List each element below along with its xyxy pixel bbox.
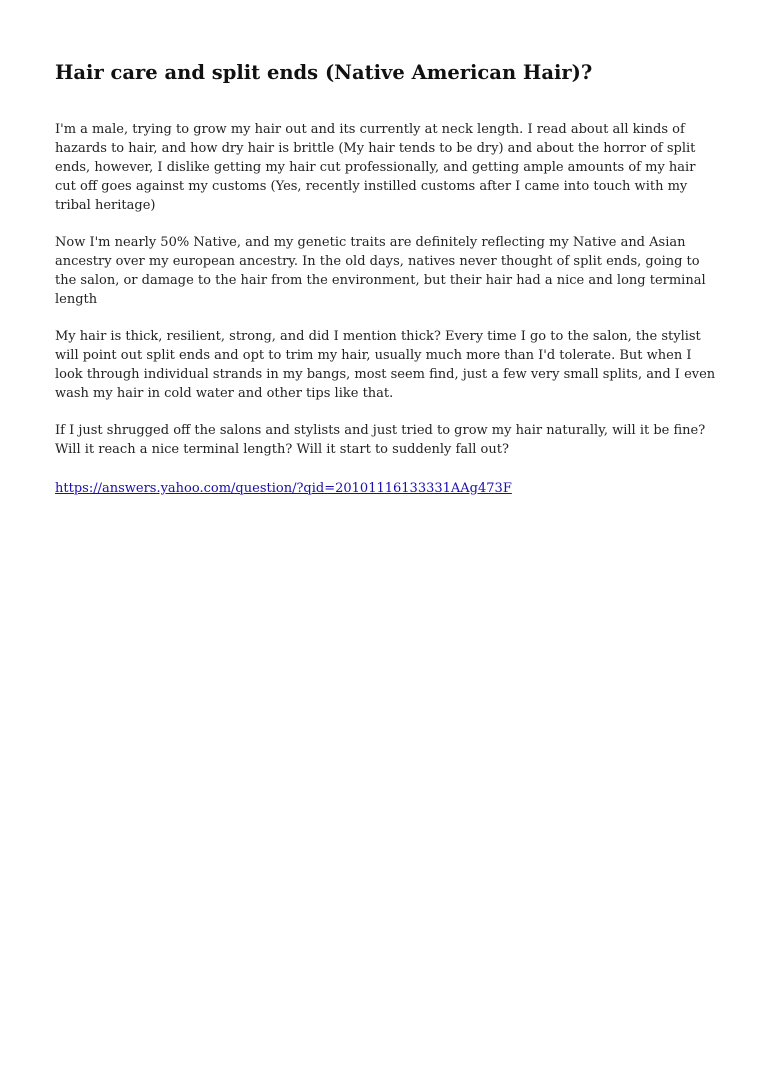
document-page [55,56,720,498]
paragraph-2: Now I'm nearly 50% Native, and my genetic traits are definitely reflecting my Native and Asian ancestry over my european ancestry. In the old days, natives never thought of split ends, going to the salon, or damage to the hair from the environment, but their hair had a nice and long terminal length [55,235,706,307]
source-link[interactable]: https://answers.yahoo.com/question/?qid=20101116133331AAg473F [55,481,512,496]
paragraph-4: If I just shrugged off the salons and stylists and just tried to grow my hair naturally, will it be fine? Will it reach a nice terminal length? Will it start to suddenly fall out? [55,423,706,457]
paragraph-1: I'm a male, trying to grow my hair out and its currently at neck length. I read about all kinds of hazards to hair, and how dry hair is brittle (My hair tends to be dry) and about the horror of split ends, however, I dislike getting my hair cut professionally, and getting ample amounts of my hair cut off goes against my customs (Yes, recently instilled customs after I came into touch with my tribal heritage) [55,122,696,213]
document-body [55,120,720,498]
paragraph-3: My hair is thick, resilient, strong, and did I mention thick? Every time I go to the salon, the stylist will point out split ends and opt to trim my hair, usually much more than I'd tolerate. But when I look through individual strands in my bangs, most seem find, just a few very small splits, and I even wash my hair in cold water and other tips like that. [55,329,716,401]
document-title: Hair care and split ends (Native American Hair)? [55,61,593,84]
